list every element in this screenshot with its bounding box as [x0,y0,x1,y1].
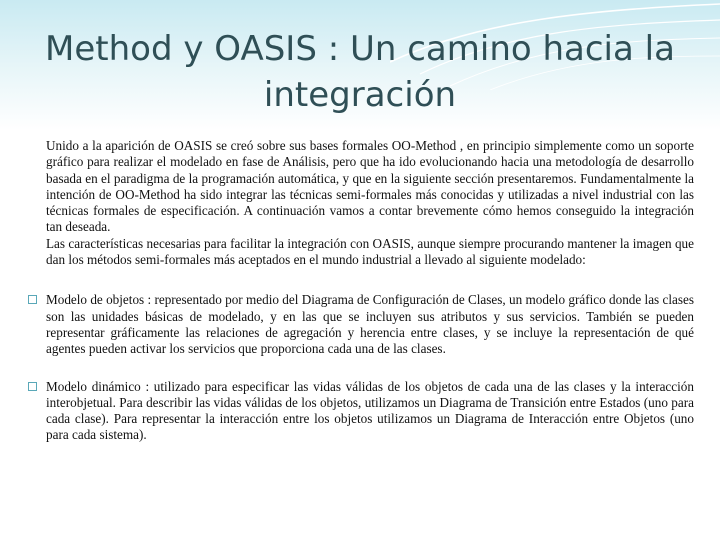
bullet-item-dynamic-model [28,379,694,444]
intro-paragraph-1: Unido a la aparición de OASIS se creó sobre sus bases formales OO-Method , en principio simplemente como un soporte gráfico para realizar el modelado en fase de Análisis, pero que ha ido evolucionando hacia una metodología de desarrollo basada en el paradigma de la programación automática, y que en la siguiente sección presentaremos. Fundamentalmente la intención de OO-Method ha sido integrar las técnicas semi-formales más conocidas y utilizadas a nivel industrial con las técnicas formales de especificación. A continuación vamos a contar brevemente cómo hemos conseguido la integración tan deseada. [46,138,694,235]
intro-text [28,138,694,268]
intro-paragraph-2: Las características necesarias para facilitar la integración con OASIS, aunque siempre procurando mantener la imagen que dan los métodos semi-formales más aceptados en el mundo industrial a llevado al siguiente modelado: [46,235,694,268]
bullet-text: Modelo dinámico : utilizado para especificar las vidas válidas de los objetos de cada una de las clases y la interacción interobjetual. Para describir las vidas válidas de los objetos, utilizamos un Diagrama de Transición entre Estados (uno para cada clase). Para representar la interacción entre los objetos utilizamos un Diagrama de Interacción entre Objetos (uno para cada sistema). [46,378,694,443]
bullet-item-object-model [28,292,694,357]
square-bullet-icon [28,295,37,304]
slide-title: Method y OASIS : Un camino hacia la integración [45,29,675,115]
bullet-text: Modelo de objetos : representado por medio del Diagrama de Configuración de Clases, un modelo gráfico donde las clases son las unidades básicas de modelado, y en las que se incluyen sus atributos y sus servicios. También se pueden representar gráficamente las relaciones de agregación y herencia entre clases, y se incluye la representación de qué agentes pueden activar los servicios que proporciona cada una de las clases. [46,292,694,357]
slide-body [28,138,694,444]
square-bullet-icon [28,382,37,391]
